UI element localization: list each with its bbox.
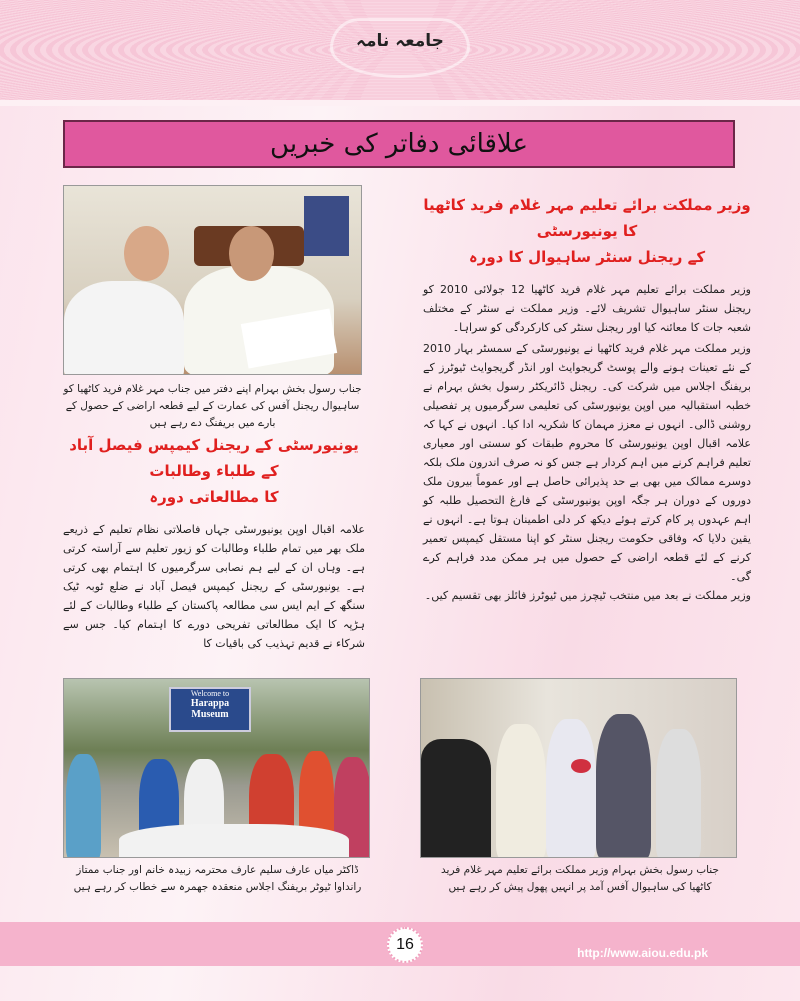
sign-line2: Harappa Museum [190,698,230,720]
left-heading-line2: کا مطالعاتی دورہ [149,488,279,506]
left-article-body [63,520,365,653]
photo-harappa-group [63,678,370,858]
right-article-body [423,280,751,605]
right-paragraph: وزیر مملکت نے بعد میں منتخب ٹیچرز میں ٹیوٹرز فائلز بھی تقسیم کیں۔ [424,589,751,602]
page-number: 16 [387,927,423,963]
photo-office-briefing [63,185,362,375]
photo-flower-caption: جناب رسول بخش بہرام وزیر مملکت برائے تعلیم مہر غلام فرید کاٹھیا کی ساہیوال آفس آمد پر انہیں پھول پیش کر رہے ہیں [441,864,719,893]
harappa-museum-sign [169,687,251,732]
sign-line1: Welcome to [190,689,230,698]
magazine-title: جامعہ نامہ [356,31,444,51]
photo-harappa-caption: ڈاکٹر میاں عارف سلیم عارف محترمہ زبیدہ خانم اور جناب ممتاز رانداوا ٹیوٹر بریفنگ اجلاس منعقدہ جھمرہ سے خطاب کر رہے ہیں [73,864,362,893]
right-article [423,192,751,605]
website-url[interactable]: http://www.aiou.edu.pk [577,946,708,960]
left-paragraph: علامہ اقبال اوپن یونیورسٹی جہاں فاصلاتی نظام تعلیم کے ذریعے ملک بھر میں تمام طلباء وطالبات کو زیور تعلیم سے آراستہ کرتی ہے۔ وہاں ان کے لیے ہم نصابی سرگرمیوں کا اہتمام بھی کرتی ہے۔ یونیورسٹی کے ریجنل کیمپس فیصل آباد نے ضلع ٹوبہ ٹیک سنگھ کے ایم ایس سی مطالعہ پاکستان کے طلباء وطالبات کے لئے ہڑپہ کا ایک مطالعاتی تفریحی دورے کا اہتمام کیا۔ جس سے شرکاء نے قدیم تہذیب کی باقیات کا [63,523,365,650]
left-article [63,432,365,653]
left-heading-line1: یونیورسٹی کے ریجنل کیمپس فیصل آباد کے طلباء وطالبات [69,436,359,480]
right-paragraph: وزیر مملکت برائے تعلیم مہر غلام فرید کاٹھیا 12 جولائی 2010 کو ریجنل سنٹر ساہیوال تشریف لائے۔ وزیر مملکت نے سنٹر کے مختلف شعبہ جات کا معائنہ کیا اور ریجنل سنٹر کی کارکردگی کو سراہا۔ [423,283,751,334]
left-article-heading [63,432,365,510]
right-heading-line1: وزیر مملکت برائے تعلیم مہر غلام فرید کاٹھیا کا یونیورسٹی [423,196,751,240]
right-heading-line2: کے ریجنل سنٹر ساہیوال کا دورہ [468,248,706,266]
section-title: علاقائی دفاتر کی خبریں [63,120,735,168]
right-article-heading [423,192,751,270]
photo-office-caption: جناب رسول بخش بہرام اپنے دفتر میں جناب مہر غلام فرید کاٹھیا کو ساہیوال ریجنل آفس کی عمارت کے لیے قطعہ اراضی کے حصول کے بارے میں بریفنگ دے رہے ہیں [63,383,362,429]
photo-flower-welcome [420,678,737,858]
right-paragraph: وزیر مملکت مہر غلام فرید کاٹھیا نے یونیورسٹی کے سمسٹر بہار 2010 کے نئے تعینات ہونے والے پوسٹ گریجوایٹ اور انڈر گریجوایٹ ٹیوٹرز کے بریفنگ اجلاس میں شرکت کی۔ ریجنل ڈائریکٹر رسول بخش بہرام نے خطبہ استقبالیہ میں اوپن یونیورسٹی کی تعلیمی سرگرمیوں پر تفصیلی روشنی ڈالی۔ انہوں نے معزز مہمان کا شکریہ ادا کیا۔ انہوں نے کہا کہ علامہ اقبال اوپن یونیورسٹی کا محروم طبقات کو سستی اور معیاری تعلیم فراہم کرنے میں اہم کردار ہے جس کو نہ صرف اندرون ملک بلکہ دوسرے ممالک میں بھی بے حد پذیرائی حاصل ہے اور عموماً بیرون ملک دوروں کے دوران ہر جگہ اوپن یونیورسٹی کے فارغ التحصیل طلبہ کو اہم عہدوں پر کام کرتے ہوئے دیکھ کر دلی اطمینان ہوتا ہے۔ انہوں نے یقین دلایا کہ وفاقی حکومت ریجنل سنٹر کو اپنا مستقل کیمپس تعمیر کرنے کے لئے قطعہ اراضی کے حصول میں ہر ممکن مدد فراہم کرے گی۔ [423,342,751,583]
